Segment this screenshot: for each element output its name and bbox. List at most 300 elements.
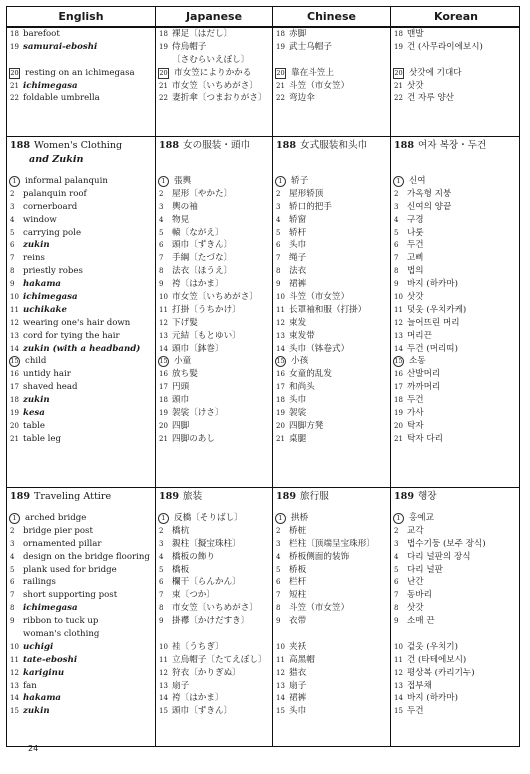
entry-text: hakama — [23, 279, 62, 290]
s188-korean — [390, 137, 521, 487]
entry-number: 14 — [159, 344, 168, 353]
entry-text: 弯边伞 — [289, 93, 315, 104]
entry-text: 법의 — [407, 266, 424, 277]
entry-number: 18 — [394, 396, 403, 405]
entry-text: informal palanquin — [25, 176, 108, 186]
entry-row — [391, 291, 521, 304]
entry-number: 10 — [276, 642, 285, 651]
entry-row — [156, 512, 272, 525]
entry-number: 14 — [10, 344, 19, 353]
entry-row — [156, 188, 272, 201]
entry-number: 14 — [159, 694, 168, 703]
entry-number: 18 — [159, 30, 168, 38]
entry-number: 7 — [159, 254, 164, 263]
page-number: 24 — [28, 744, 39, 753]
entry-text: 袿〔うちぎ〕 — [172, 641, 224, 652]
entry-number: 7 — [276, 591, 281, 600]
entry-text: 건 (타테에보시) — [407, 654, 467, 665]
entry-number: 5 — [10, 565, 15, 574]
entry-number: 3 — [10, 539, 15, 548]
entry-text: 栏柱〔顶端呈宝珠形〕 — [289, 538, 375, 549]
entry-row — [273, 641, 390, 654]
entry-row — [273, 41, 390, 54]
entry-row — [391, 67, 521, 80]
entry-row — [391, 551, 521, 564]
entry-row — [273, 265, 390, 278]
entry-text: 桥板侧面的装饰 — [289, 551, 350, 562]
entry-number: 6 — [394, 241, 399, 250]
entry-row — [7, 239, 155, 252]
entry-text: 轿窗 — [289, 214, 307, 225]
entry-number: 5 — [276, 228, 281, 237]
entry-number: 14 — [394, 694, 403, 703]
entry-number: 20 — [10, 68, 19, 77]
entry-number: 2 — [159, 189, 164, 198]
entry-row — [273, 654, 390, 667]
entry-row — [156, 433, 272, 446]
entry-text: short supporting post — [23, 590, 118, 601]
entry-number: 1 — [9, 176, 20, 187]
entry-number: 12 — [10, 668, 19, 677]
entry-row — [156, 420, 272, 433]
entry-number: 16 — [276, 370, 285, 379]
entry-row — [273, 667, 390, 680]
entry-number: 7 — [276, 254, 281, 263]
s188-japanese — [155, 137, 272, 487]
entry-row — [7, 551, 155, 564]
entry-row — [273, 433, 390, 446]
s188-english — [7, 137, 155, 487]
entry-number: 11 — [276, 655, 285, 664]
entry-text: ornamented pillar — [23, 538, 102, 549]
entry-text: 赤脚 — [289, 29, 307, 39]
entry-text: zukin — [23, 706, 50, 717]
entry-number: 9 — [276, 280, 281, 289]
entry-number: 1 — [393, 513, 404, 524]
entry-number: 19 — [159, 409, 168, 418]
entry-row — [391, 680, 521, 693]
entry-text: 裙裤 — [289, 693, 307, 704]
entry-text: 頭巾 — [172, 395, 190, 406]
entry-text: 扇子 — [172, 680, 190, 691]
entry-number: 18 — [159, 396, 168, 405]
entry-text: 头巾 — [289, 395, 307, 406]
entry-number: 14 — [394, 344, 403, 353]
entry-row — [391, 628, 521, 641]
entry-row — [7, 564, 155, 577]
entry-number: 1 — [158, 176, 169, 187]
entry-text: ichimegasa — [23, 80, 78, 91]
entry-number: 4 — [394, 215, 399, 224]
entry-text: 斗笠（市女笠） — [289, 292, 350, 303]
entry-row — [156, 628, 272, 641]
entry-number: 8 — [10, 267, 15, 276]
entry-text: shaved head — [23, 382, 78, 393]
entry-text: cord for tying the hair — [23, 330, 120, 341]
entry-number: 9 — [276, 617, 281, 626]
entry-number: 4 — [159, 215, 164, 224]
entry-text: 裙裤 — [289, 279, 307, 290]
entry-row — [7, 705, 155, 718]
entry-row — [273, 538, 390, 551]
entry-text: 下げ髪 — [172, 317, 198, 328]
entry-row — [156, 589, 272, 602]
entry-number: 1 — [393, 176, 404, 187]
entry-row — [7, 278, 155, 291]
entry-row — [7, 628, 155, 641]
entry-row — [156, 564, 272, 577]
entry-row — [7, 641, 155, 654]
entry-row — [273, 551, 390, 564]
entry-row — [156, 227, 272, 240]
entry-row — [391, 265, 521, 278]
entry-number: 15 — [394, 707, 403, 716]
entry-number: 6 — [276, 578, 281, 587]
entry-row — [391, 188, 521, 201]
entry-text: 평상복 (카리기누) — [407, 667, 475, 678]
entry-text: 栏杆 — [289, 577, 307, 588]
entry-row — [156, 368, 272, 381]
entry-number: 2 — [394, 189, 399, 198]
entry-text: 桥桩 — [289, 525, 307, 536]
entry-number: 7 — [10, 591, 15, 600]
entry-number: 17 — [394, 383, 403, 392]
entry-row — [391, 317, 521, 330]
entry-row — [391, 564, 521, 577]
entry-row — [391, 252, 521, 265]
entry-text: 건 (사무라이에보시) — [407, 41, 483, 52]
section-188 — [6, 137, 520, 488]
s189-chinese — [272, 488, 390, 746]
entry-number: 3 — [394, 202, 399, 211]
entry-text: 掛襻〔かけだすき〕 — [172, 616, 250, 627]
entry-number: 20 — [10, 421, 19, 430]
entry-text: arched bridge — [25, 513, 87, 523]
entry-row — [156, 201, 272, 214]
entry-row — [7, 201, 155, 214]
entry-text: 頭巾〔鉢巻〕 — [172, 343, 224, 354]
entry-number: 19 — [276, 42, 285, 51]
entry-row — [156, 317, 272, 330]
entry-number: 21 — [394, 81, 403, 90]
section-top — [6, 28, 520, 137]
entry-number: 3 — [159, 539, 164, 548]
entry-number: 4 — [159, 552, 164, 561]
entry-text: table — [23, 420, 45, 431]
entry-row — [156, 67, 272, 80]
entry-text: 頭巾〔ずきん〕 — [172, 240, 233, 251]
entry-number: 2 — [10, 526, 15, 535]
entry-row — [7, 214, 155, 227]
entry-row — [273, 188, 390, 201]
entry-row — [391, 407, 521, 420]
entry-row — [7, 381, 155, 394]
entry-row — [156, 692, 272, 705]
entry-row — [273, 368, 390, 381]
entry-text: wearing one's hair down — [23, 317, 131, 328]
entry-row — [391, 41, 521, 54]
entry-number: 2 — [394, 526, 399, 535]
entry-row — [156, 92, 272, 105]
entry-number: 2 — [159, 526, 164, 535]
entry-row — [391, 381, 521, 394]
entry-row — [7, 538, 155, 551]
entry-number: 22 — [276, 94, 285, 103]
entry-row — [273, 227, 390, 240]
entry-text: zukin — [23, 395, 50, 406]
entry-number: 3 — [159, 202, 164, 211]
entry-row — [273, 705, 390, 718]
entry-text: 다리 널판 — [407, 564, 443, 575]
entry-number: 18 — [10, 396, 19, 405]
entry-text: kariginu — [23, 667, 65, 678]
entry-row — [391, 175, 521, 188]
entry-number: 21 — [159, 81, 168, 90]
entry-text: untidy hair — [23, 369, 71, 380]
entry-row — [156, 291, 272, 304]
entry-row — [391, 92, 521, 105]
s188-title-korean: 188 여자 복장・두건 — [394, 140, 487, 151]
entry-row — [273, 407, 390, 420]
entry-row — [273, 628, 390, 641]
entry-text: 까까머리 — [407, 382, 441, 393]
entry-number: 3 — [276, 539, 281, 548]
entry-row — [7, 615, 155, 628]
entry-text: 袈裟 — [289, 408, 307, 419]
entry-row — [273, 67, 390, 80]
entry-text: 市女笠〔いちめがさ〕 — [172, 80, 258, 91]
entry-number: 21 — [10, 434, 19, 443]
entry-number: 9 — [159, 280, 164, 289]
entry-text: uchigi — [23, 641, 54, 652]
entry-row — [7, 368, 155, 381]
entry-text: 바지 (하카마) — [407, 693, 458, 704]
entry-number: 10 — [159, 642, 168, 651]
entry-text: 头巾（钵卷式） — [289, 343, 350, 354]
entry-number: 2 — [276, 189, 281, 198]
entry-text: 猎衣 — [289, 667, 307, 678]
header-chinese: Chinese — [272, 7, 390, 26]
entry-number: 21 — [394, 434, 403, 443]
entry-number: 4 — [276, 552, 281, 561]
entry-row — [156, 705, 272, 718]
entry-text: 小孩 — [291, 356, 309, 367]
header-english: English — [58, 10, 104, 23]
entry-row — [273, 615, 390, 628]
entry-row — [7, 330, 155, 343]
s188-title-chinese: 188 女式服装和头巾 — [276, 140, 368, 151]
entry-text: tate-eboshi — [23, 654, 78, 665]
entry-number: 20 — [276, 421, 285, 430]
entry-number: 19 — [159, 42, 168, 51]
entry-row — [391, 589, 521, 602]
entry-text: 轿子 — [291, 176, 309, 186]
entry-row — [391, 615, 521, 628]
entry-text: 小童 — [174, 356, 192, 367]
entry-number: 21 — [276, 434, 285, 443]
entry-number: 13 — [394, 331, 403, 340]
entry-row — [7, 67, 155, 80]
entry-text: woman's clothing — [23, 629, 100, 640]
entry-row — [273, 589, 390, 602]
s189-title-english: 189 Traveling Attire — [10, 491, 112, 502]
entry-text: 신여 — [409, 176, 426, 186]
entry-text: zukin (with a headband) — [23, 343, 141, 354]
entry-number: 10 — [276, 293, 285, 302]
entry-text: 橋板の飾り — [172, 551, 215, 562]
entry-text: 桥板 — [289, 564, 307, 575]
entry-row — [7, 355, 155, 368]
entry-text: 斗笠（市女笠） — [289, 80, 350, 91]
entry-number: 22 — [394, 94, 403, 103]
entry-number: 19 — [276, 409, 285, 418]
entry-row — [156, 214, 272, 227]
entry-text: 狩衣〔かりぎぬ〕 — [172, 667, 241, 678]
entry-text: 덧옷 (우치카케) — [407, 304, 467, 315]
entry-text: 張輿 — [174, 176, 192, 186]
entry-text: ichimegasa — [23, 603, 78, 614]
entry-text: 手綱〔たづな〕 — [172, 253, 233, 264]
entry-number: 14 — [10, 694, 19, 703]
entry-number: 9 — [10, 617, 15, 626]
entry-number: 20 — [394, 421, 403, 430]
entry-row — [273, 54, 390, 67]
entry-number: 13 — [10, 681, 19, 690]
entry-text: 裸足〔はだし〕 — [172, 29, 233, 39]
entry-number: 17 — [10, 383, 19, 392]
entry-row — [273, 239, 390, 252]
entry-number: 13 — [394, 681, 403, 690]
entry-row — [156, 525, 272, 538]
entry-number: 1 — [158, 513, 169, 524]
entry-text: hakama — [23, 693, 62, 704]
entry-text: 轅〔ながえ〕 — [172, 227, 224, 238]
entry-text: 市女笠〔いちめがさ〕 — [172, 292, 258, 303]
entry-text: 신여의 양끝 — [407, 201, 452, 212]
entry-text: 輿の袖 — [172, 201, 198, 212]
entry-row — [7, 188, 155, 201]
entry-text: 妻折傘〔つまおりがさ〕 — [172, 93, 267, 104]
entry-text: 건 자루 양산 — [407, 93, 454, 104]
entry-text: 束〔つか〕 — [172, 590, 215, 601]
entry-text: 탁자 — [407, 420, 424, 431]
entry-text: priestly robes — [23, 266, 83, 277]
entry-row — [7, 252, 155, 265]
entry-row — [156, 680, 272, 693]
entry-text: 放ち髪 — [172, 369, 198, 380]
entry-number: 20 — [394, 68, 403, 77]
entry-text: 소동 — [409, 356, 426, 367]
entry-number: 16 — [10, 370, 19, 379]
entry-row — [156, 28, 272, 41]
entry-text: 绳子 — [289, 253, 307, 264]
entry-row — [273, 214, 390, 227]
entry-number: 3 — [276, 202, 281, 211]
top-korean — [390, 28, 521, 136]
entry-row — [156, 654, 272, 667]
entry-text: ichimegasa — [23, 292, 78, 303]
entry-text: 橋杭 — [172, 525, 190, 536]
entry-number: 12 — [159, 318, 168, 327]
entry-row — [273, 355, 390, 368]
entry-text: 교각 — [407, 525, 424, 536]
entry-row — [273, 564, 390, 577]
entry-text: 衣带 — [289, 616, 307, 627]
entry-row — [391, 641, 521, 654]
entry-number: 20 — [159, 421, 168, 430]
entry-text: 头巾 — [289, 240, 307, 251]
entry-row — [273, 92, 390, 105]
entry-number: 14 — [276, 344, 285, 353]
entry-number: 17 — [276, 383, 285, 392]
entry-text: 두건 — [407, 240, 424, 251]
entry-text: 元結〔もとゆい〕 — [172, 330, 241, 341]
entry-row — [273, 576, 390, 589]
entry-row — [273, 525, 390, 538]
entry-number: 6 — [276, 241, 281, 250]
entry-number: 4 — [10, 215, 15, 224]
entry-row — [391, 705, 521, 718]
entry-text: 〔さむらいえぼし〕 — [172, 54, 250, 65]
entry-number: 5 — [276, 565, 281, 574]
entry-number: 10 — [10, 642, 19, 651]
entry-row — [391, 201, 521, 214]
entry-text: 女童的乱发 — [289, 369, 332, 380]
entry-number: 5 — [159, 228, 164, 237]
entry-number: 11 — [10, 305, 19, 314]
entry-row — [7, 692, 155, 705]
entry-row — [391, 525, 521, 538]
s188-chinese — [272, 137, 390, 487]
entry-row — [273, 175, 390, 188]
entry-text: 桌腿 — [289, 433, 307, 444]
entry-row — [273, 252, 390, 265]
entry-number: 19 — [394, 42, 403, 51]
entry-row — [156, 602, 272, 615]
entry-number: 6 — [10, 241, 15, 250]
entry-number: 11 — [276, 305, 285, 314]
top-japanese — [155, 28, 272, 136]
entry-text: 头巾 — [289, 706, 307, 717]
entry-row — [156, 80, 272, 93]
entry-number: 1 — [9, 513, 20, 524]
entry-number: 4 — [10, 552, 15, 561]
entry-number: 4 — [276, 215, 281, 224]
entry-row — [7, 343, 155, 356]
entry-number: 4 — [394, 552, 399, 561]
entry-text: 市女笠によりかかる — [174, 67, 252, 78]
entry-row — [7, 654, 155, 667]
entry-number: 11 — [159, 655, 168, 664]
entry-number: 7 — [159, 591, 164, 600]
entry-row — [7, 41, 155, 54]
entry-number: 22 — [159, 94, 168, 103]
entry-row — [7, 80, 155, 93]
entry-text: 打掛〔うちかけ〕 — [172, 304, 241, 315]
entry-number: 9 — [394, 280, 399, 289]
entry-number: 6 — [394, 578, 399, 587]
entry-row — [273, 304, 390, 317]
entry-text: 拱桥 — [291, 513, 309, 523]
entry-number: 10 — [159, 293, 168, 302]
entry-text: barefoot — [23, 29, 60, 39]
entry-row — [7, 175, 155, 188]
entry-row — [391, 304, 521, 317]
entry-number: 5 — [394, 228, 399, 237]
entry-row — [7, 420, 155, 433]
glossary-page — [6, 6, 520, 747]
entry-row — [273, 291, 390, 304]
